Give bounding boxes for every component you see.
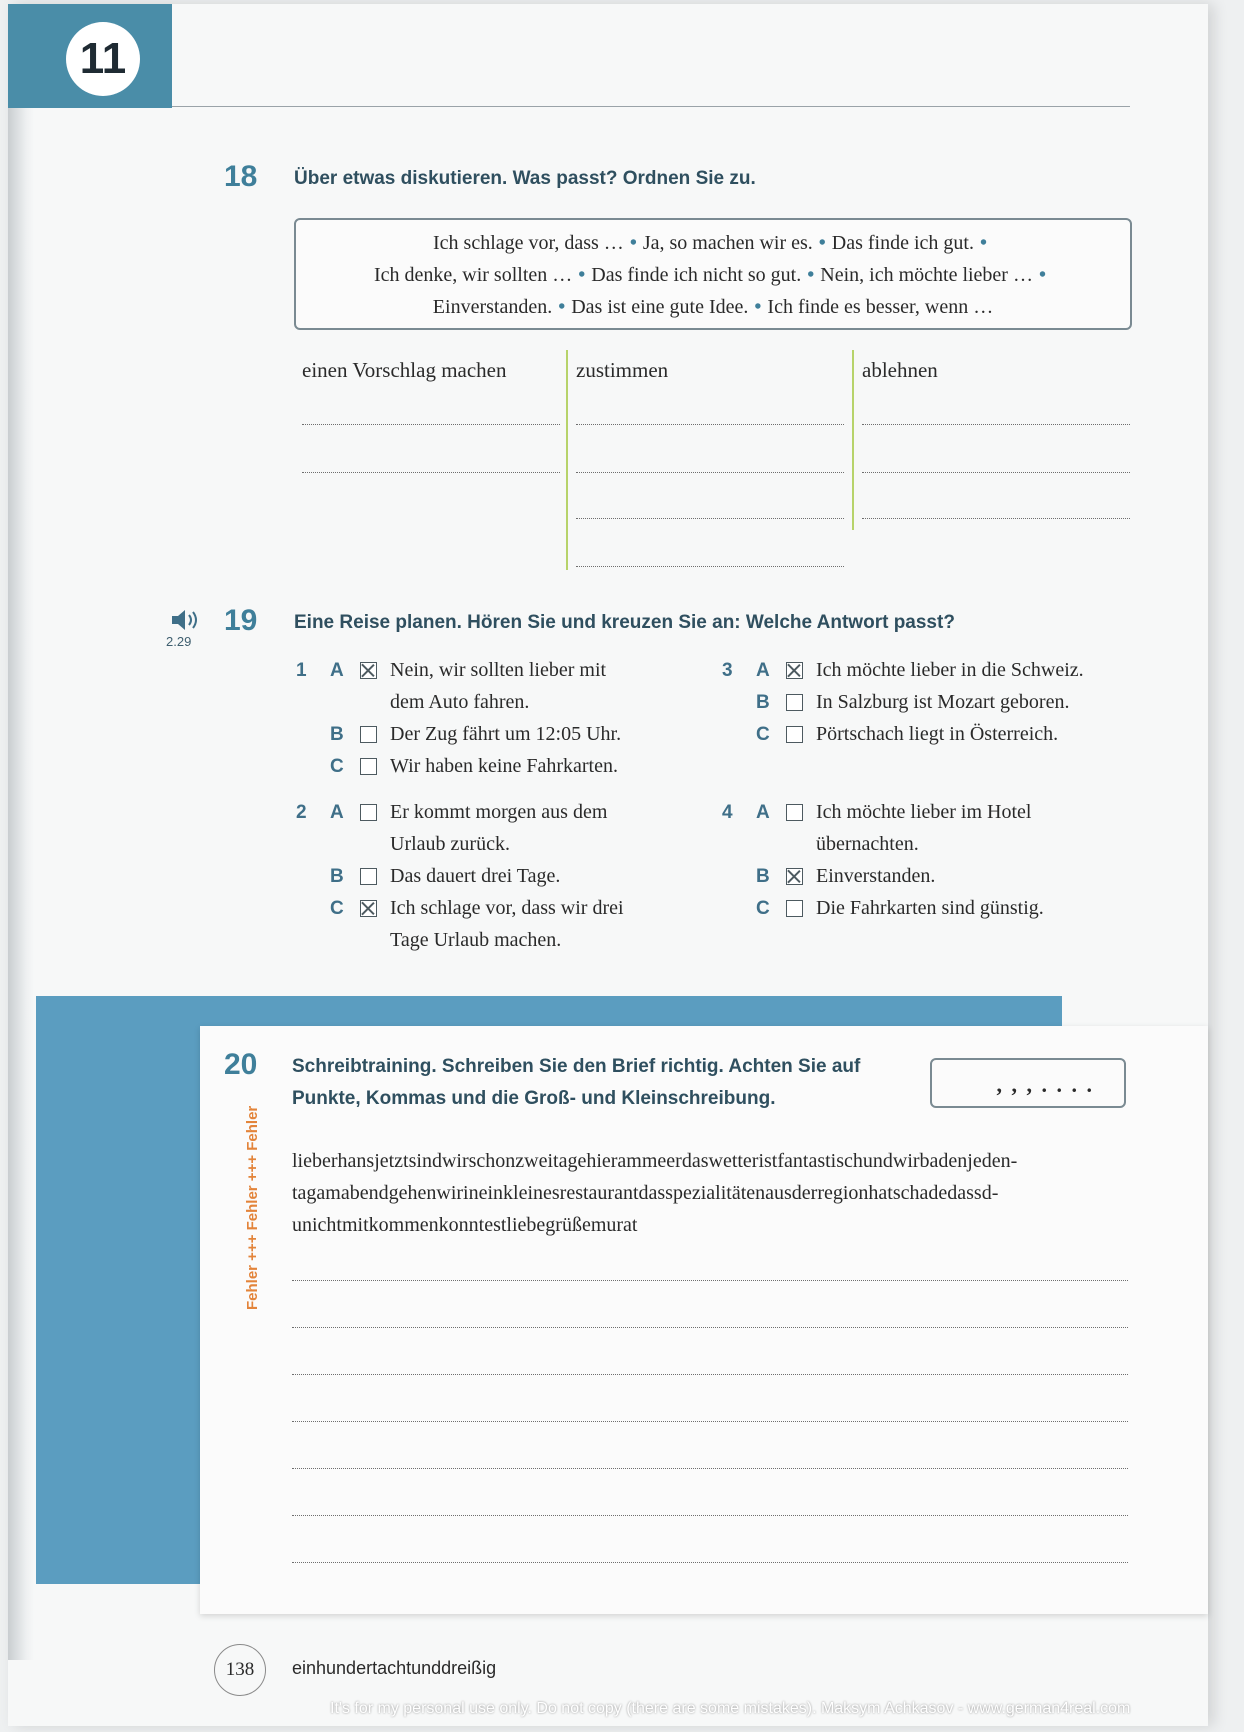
watermark-text: It's for my personal use only. Do not copy (there are some mistakes). Maksym Achkasov - www.german4real.com bbox=[330, 1700, 1131, 1717]
exercise-20-title-line1: Schreibtraining. Schreiben Sie den Brief richtig. Achten Sie auf bbox=[292, 1056, 861, 1077]
page-number: 138 bbox=[214, 1644, 266, 1696]
question-number: 2 bbox=[296, 802, 307, 823]
phrase-item[interactable]: Ich schlage vor, dass … bbox=[433, 232, 624, 254]
option-text: In Salzburg ist Mozart geboren. bbox=[816, 691, 1070, 713]
page-number-words: einhundertachtunddreißig bbox=[292, 1658, 497, 1678]
answer-line[interactable] bbox=[576, 518, 844, 519]
audio-speaker-icon[interactable] bbox=[170, 608, 204, 632]
option-letter: C bbox=[756, 898, 770, 919]
answer-line[interactable] bbox=[576, 566, 844, 567]
punctuation-box: , , , . . . . bbox=[930, 1058, 1126, 1108]
option-text: Der Zug fährt um 12:05 Uhr. bbox=[390, 723, 622, 745]
answer-line[interactable] bbox=[862, 424, 1130, 425]
writing-line[interactable] bbox=[292, 1468, 1128, 1469]
column-heading-suggest: einen Vorschlag machen bbox=[302, 358, 507, 382]
option-letter: B bbox=[330, 866, 344, 887]
option-letter: A bbox=[330, 802, 344, 823]
checkbox[interactable] bbox=[360, 868, 377, 885]
option-text: Die Fahrkarten sind günstig. bbox=[816, 897, 1044, 919]
checkbox-checked[interactable] bbox=[360, 662, 377, 679]
phrase-item[interactable]: Ich finde es besser, wenn … bbox=[767, 296, 994, 318]
letter-text-line: unichtmitkommenkonntestliebegrüßemurat bbox=[292, 1214, 638, 1236]
option-text: Wir haben keine Fahrkarten. bbox=[390, 755, 618, 777]
audio-track-number: 2.29 bbox=[166, 634, 192, 649]
answer-line[interactable] bbox=[302, 472, 560, 473]
header-rule bbox=[172, 106, 1130, 107]
phrase-item[interactable]: Ich denke, wir sollten … bbox=[373, 264, 573, 286]
checkbox-checked[interactable] bbox=[360, 900, 377, 917]
answer-line[interactable] bbox=[302, 424, 560, 425]
option-text: Nein, wir sollten lieber mit bbox=[390, 659, 607, 681]
option-letter: B bbox=[756, 692, 770, 713]
writing-line[interactable] bbox=[292, 1374, 1128, 1375]
checkbox[interactable] bbox=[786, 726, 803, 743]
column-heading-reject: ablehnen bbox=[862, 358, 938, 382]
answer-line[interactable] bbox=[576, 424, 844, 425]
option-text: Einverstanden. bbox=[816, 865, 936, 887]
option-text: Ich möchte lieber im Hotel bbox=[816, 801, 1032, 823]
exercise-19-number: 19 bbox=[224, 604, 258, 637]
option-text: Ich möchte lieber in die Schweiz. bbox=[816, 659, 1084, 681]
letter-text-line: lieberhansjetztsindwirschonzweitagehierammeerdaswetteristfantastischundwirbadenjeden- bbox=[292, 1150, 1018, 1172]
error-side-label: Fehler +++ Fehler +++ Fehler bbox=[244, 1105, 261, 1310]
exercise-20-number: 20 bbox=[224, 1048, 258, 1081]
option-text: Tage Urlaub machen. bbox=[390, 929, 562, 951]
option-text: Das dauert drei Tage. bbox=[390, 865, 561, 887]
option-letter: C bbox=[330, 756, 344, 777]
option-letter: B bbox=[330, 724, 344, 745]
option-text: Urlaub zurück. bbox=[390, 833, 510, 855]
writing-line[interactable] bbox=[292, 1327, 1128, 1328]
checkbox[interactable] bbox=[360, 726, 377, 743]
exercise-18-number: 18 bbox=[224, 160, 258, 193]
option-text: dem Auto fahren. bbox=[390, 691, 530, 713]
phrase-box bbox=[294, 218, 1132, 330]
option-letter: C bbox=[330, 898, 344, 919]
answer-line[interactable] bbox=[862, 472, 1130, 473]
phrase-item[interactable]: Das finde ich nicht so gut. bbox=[591, 264, 802, 286]
checkbox[interactable] bbox=[786, 804, 803, 821]
answer-line[interactable] bbox=[576, 472, 844, 473]
chapter-number: 11 bbox=[66, 22, 140, 96]
answer-line[interactable] bbox=[862, 518, 1130, 519]
option-text: übernachten. bbox=[816, 833, 919, 855]
phrase-line-3: Einverstanden. • Das ist eine gute Idee. • Ich finde es besser, wenn … bbox=[432, 296, 994, 318]
option-letter: A bbox=[756, 660, 770, 681]
phrase-item[interactable]: Nein, ich möchte lieber … bbox=[820, 264, 1033, 286]
writing-line[interactable] bbox=[292, 1421, 1128, 1422]
column-divider bbox=[852, 350, 854, 530]
column-divider bbox=[566, 350, 568, 570]
option-letter: C bbox=[756, 724, 770, 745]
checkbox[interactable] bbox=[786, 900, 803, 917]
checkbox[interactable] bbox=[360, 804, 377, 821]
phrase-item[interactable]: Das finde ich gut. bbox=[831, 232, 974, 254]
phrase-line-2: Ich denke, wir sollten … • Das finde ich nicht so gut. • Nein, ich möchte lieber … • bbox=[373, 264, 1046, 286]
phrase-item[interactable]: Ja, so machen wir es. bbox=[642, 232, 813, 254]
writing-line[interactable] bbox=[292, 1562, 1128, 1563]
question-number: 3 bbox=[722, 660, 733, 681]
checkbox-checked[interactable] bbox=[786, 662, 803, 679]
option-text: Pörtschach liegt in Österreich. bbox=[816, 723, 1059, 745]
writing-card bbox=[200, 1026, 1208, 1614]
checkbox-checked[interactable] bbox=[786, 868, 803, 885]
exercise-20-title-line2: Punkte, Kommas und die Groß- und Kleinschreibung. bbox=[292, 1088, 776, 1109]
exercise-19-title: Eine Reise planen. Hören Sie und kreuzen Sie an: Welche Antwort passt? bbox=[294, 612, 955, 633]
option-text: Er kommt morgen aus dem bbox=[390, 801, 608, 823]
writing-line[interactable] bbox=[292, 1280, 1128, 1281]
option-text: Ich schlage vor, dass wir drei bbox=[390, 897, 624, 919]
phrase-line-1: Ich schlage vor, dass … • Ja, so machen wir es. • Das finde ich gut. • bbox=[433, 232, 987, 254]
phrase-item[interactable]: Einverstanden. bbox=[432, 296, 553, 318]
checkbox[interactable] bbox=[360, 758, 377, 775]
option-letter: A bbox=[756, 802, 770, 823]
question-number: 4 bbox=[722, 802, 733, 823]
phrase-item[interactable]: Das ist eine gute Idee. bbox=[571, 296, 749, 318]
page-binding-shadow bbox=[8, 100, 34, 1660]
question-number: 1 bbox=[296, 660, 307, 681]
option-letter: B bbox=[756, 866, 770, 887]
column-heading-agree: zustimmen bbox=[576, 358, 669, 382]
checkbox[interactable] bbox=[786, 694, 803, 711]
letter-text-line: tagamabendgehenwirineinkleinesrestaurantdasspezialitätenausderregionhatschadedassd- bbox=[292, 1182, 999, 1204]
exercise-18-title: Über etwas diskutieren. Was passt? Ordnen Sie zu. bbox=[294, 168, 756, 189]
writing-line[interactable] bbox=[292, 1515, 1128, 1516]
option-letter: A bbox=[330, 660, 344, 681]
